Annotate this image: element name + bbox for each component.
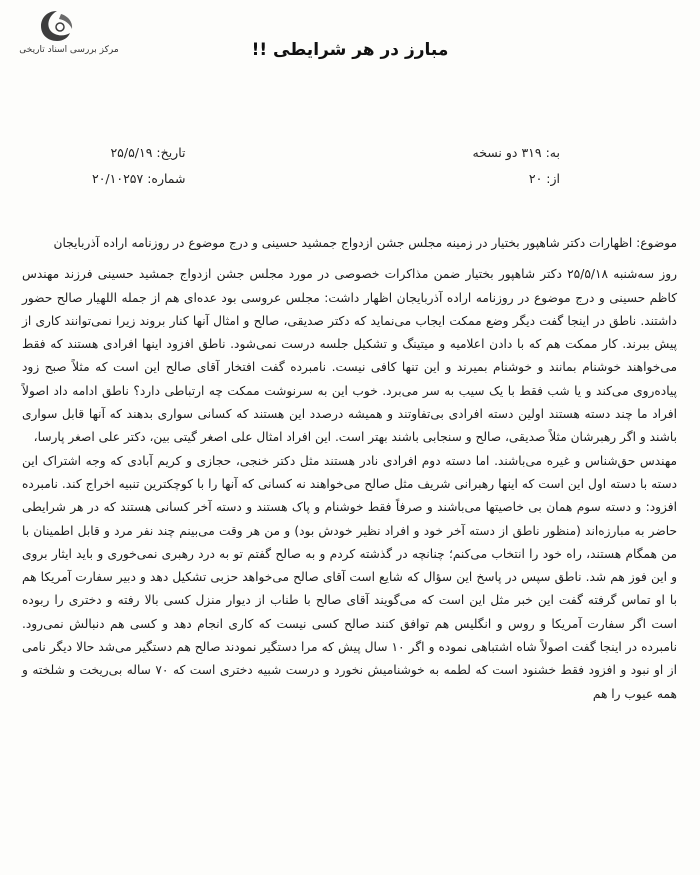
date-line: تاریخ: ۲۵/۵/۱۹ <box>110 145 186 160</box>
subject-line: موضوع: اظهارات دکتر شاهپور بختیار در زمینه مجلس جشن ازدواج جمشید حسینی و درج موضوع در روزنامه اراده آذربایجان <box>53 236 677 250</box>
serial-line: شماره: ۲۰/۱۰۲۵۷ <box>92 171 186 186</box>
logo-caption: مرکز بررسی اسناد تاریخی <box>19 45 119 55</box>
body-paragraph-2: مهندس حق‌شناس و غیره می‌باشند. اما دسته دوم افرادی نادر هستند مثل دکتر خنجی، حجازی و کریم آبادی که وجه اشتراک این دسته با دسته اول این است که اینها رهبرانی شریف مثل صالح می‌خواهند نه کسانی که آنها را با کوچکترین تنبیه اخراج کند. نامبرده افزود: و دسته سوم همان بی خاصیتها می‌باشند و صرفاً فقط خوشنام و پاک هستند و دسته آخر کسانی هستند که در هر شرایطی حاضر به مبارزه‌اند (منظور ناطق از دسته آخر خود و افراد نظیر خودش بود) و من هر وقت می‌بینم چند نفر مرد و قابل اطمینان با من همگام هستند، راه خود را انتخاب می‌کنم؛ چنانچه در گذشته کردم و به صالح گفتم تو به درد رهبری نمی‌خوری و باید ایثار بروی و این فوز هم شد. ناطق سپس در پاسخ این سؤال که شایع است آقای صالح می‌خواهد حزبی تشکیل دهد و دبیر سفارت آمریکا هم با او تماس گرفته گفت این خبر مثل این است که می‌گویند آقای صالح با طناب از دیوار منزل کسی بالا رفته و دختری را ربوده است اگر سفارت آمریکا و روس و انگلیس هم توافق کنند صالح کسی نیست که کاری انجام دهد و کسی هم دنبالش نمی‌رود. نامبرده در اینجا گفت اصولاً شاه اشتباهی نموده و اگر ۱۰ سال پیش که مرا دستگیر نمودند صالح هم دستگیر می‌شد حالا دیگر نامی از او نبود و افزود فقط خشنود است که لطمه به خوشنامیش نخورد و درست شبیه دختری است که ۷۰ ساله بی‌ریخت و شلخته و همه عیوب را هم <box>22 453 677 701</box>
document-title: مبارز در هر شرایطی !! <box>251 40 449 60</box>
copies-line: به: ۳۱۹ دو نسخه <box>472 145 560 160</box>
body-paragraph-1: روز سه‌شنبه ۲۵/۵/۱۸ دکتر شاهپور بختیار ضمن مذاکرات خصوصی در مورد مجلس جشن ازدواج جمشید حسینی فرزند مهندس کاظم حسینی و درج موضوع در روزنامه اراده آذربایجان اظهار داشت: مجلس عروسی بود عده‌ای هم از جمله اللهیار صالح حضور داشتند. ناطق در اینجا گفت دیگر وضع ممکت ایجاب می‌نماید که دکتر صدیقی، صالح و امثال آنها کنار بروند زیرا نمی‌توانند کاری از پیش ببرند. کار ممکت هم که با دادن اعلامیه و میتینگ و تشکیل جلسه درست نمی‌شود. ناطق افزود اینها افرادی هستند که فقط می‌خواهند خوشنام بمانند و خوشنام بمیرند و این تنها کافی نیست. نامبرده گفت افتخار آقای صالح این است که مثلاً صبح زود پیاده‌روی می‌کند و یا شب فقط با یک سیب به سر می‌برد. خوب این به سرنوشت ممکت چه ارتباطی دارد؟ ناطق ادامه داد اصولاً افراد ما چند دسته هستند اولین دسته افرادی بی‌تفاوتند و همیشه درصدد این هستند که کسانی سواری بدهند که آنها قابل سواری باشند و اگر رهبرشان مثلاً صدیقی، صالح و سنجابی باشند بهتر است. این افراد امثال علی اصغر گیتی بین، دکتر علی اصغر پارسا، <box>22 267 677 445</box>
from-line: از: ۲۰ <box>528 171 560 186</box>
meta-date-serial <box>92 140 186 192</box>
meta-recipients <box>473 140 560 192</box>
archive-emblem-icon <box>38 8 76 44</box>
document-body <box>22 232 677 706</box>
